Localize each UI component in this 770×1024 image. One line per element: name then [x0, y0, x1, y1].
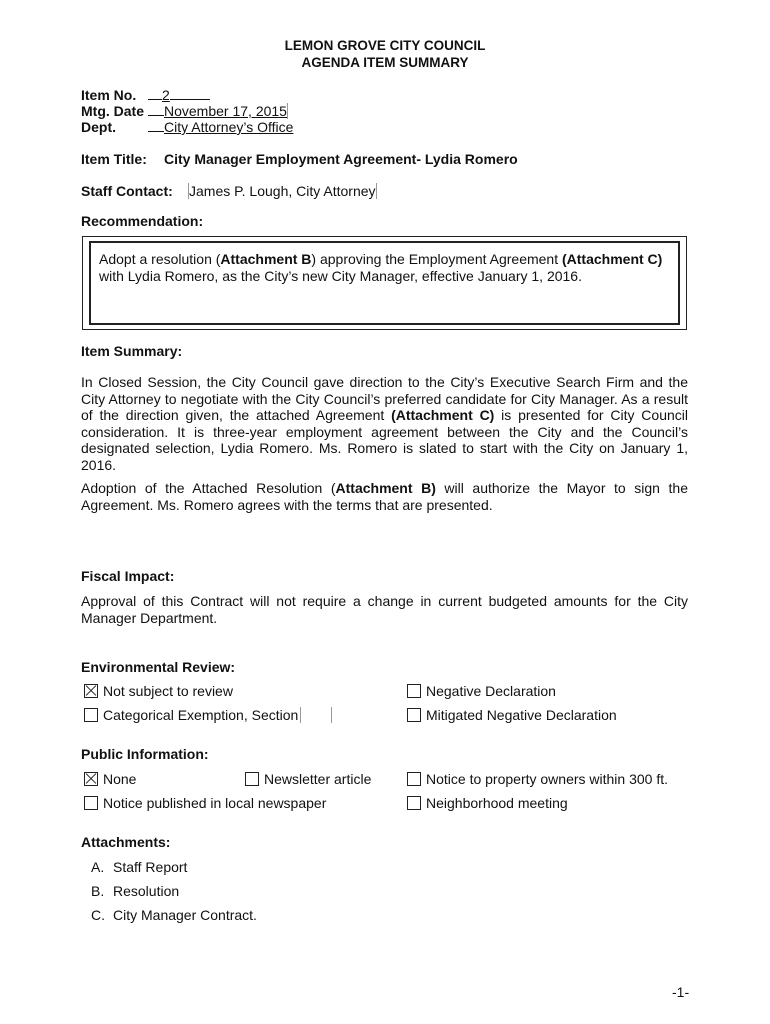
item-summary-paragraph-2 [81, 480, 688, 513]
checked-box-icon [84, 684, 98, 698]
attachment-item [91, 883, 179, 899]
empty-box-icon [245, 772, 259, 786]
summary-attachment-c: (Attachment C) [391, 407, 495, 423]
rec-text-part: ) approving the Employment Agreement [311, 251, 562, 267]
summary-text: will authorize the Mayor to sign the Agreement. Ms. Romero agrees with the terms that are presented. [81, 480, 688, 513]
checkbox-label: Categorical Exemption, Section [103, 707, 299, 723]
item-title-label: Item Title: [81, 151, 147, 167]
summary-attachment-b: Attachment B) [335, 480, 436, 496]
staff-contact-label: Staff Contact: [81, 183, 173, 199]
dept-label: Dept. [81, 119, 116, 135]
fiscal-impact-heading: Fiscal Impact: [81, 568, 175, 584]
item-no-field [148, 87, 210, 103]
checkbox-categorical-exemption[interactable] [84, 707, 332, 723]
attachment-letter: C. [91, 907, 105, 923]
checkbox-none[interactable] [84, 771, 136, 787]
empty-box-icon [407, 796, 421, 810]
checkbox-neighborhood-meeting[interactable] [407, 795, 568, 811]
public-information-heading: Public Information: [81, 746, 209, 762]
document-title: LEMON GROVE CITY COUNCIL [284, 38, 486, 53]
checked-box-icon [84, 772, 98, 786]
item-title-value: City Manager Employment Agreement- Lydia Romero [164, 151, 518, 167]
checkbox-label: Notice to property owners within 300 ft. [426, 771, 669, 787]
mtg-date-label: Mtg. Date [81, 103, 144, 119]
attachment-label: Resolution [113, 883, 180, 899]
checkbox-label: Neighborhood meeting [426, 795, 568, 811]
dept-value: City Attorney’s Office [164, 119, 294, 135]
dept-field [148, 119, 293, 135]
checkbox-label: Mitigated Negative Declaration [426, 707, 617, 723]
checkbox-mitigated-negative-declaration[interactable] [407, 707, 617, 723]
attachment-item [91, 859, 187, 875]
rec-text-part: Adopt a resolution ( [99, 251, 221, 267]
page-number: -1- [672, 984, 690, 1000]
mtg-date-value: November 17, 2015 [164, 103, 287, 119]
attachment-letter: A. [91, 859, 105, 875]
empty-box-icon [407, 708, 421, 722]
recommendation-text [99, 251, 668, 285]
recommendation-box [82, 236, 687, 330]
item-no-value: 2 [162, 87, 170, 103]
summary-text: Adoption of the Attached Resolution ( [81, 480, 336, 496]
checkbox-notice-property-owners[interactable] [407, 771, 668, 787]
attachment-item [91, 907, 257, 923]
rec-attachment-b: Attachment B [220, 251, 312, 267]
attachment-label: City Manager Contract. [113, 907, 257, 923]
empty-box-icon [407, 684, 421, 698]
summary-text: is presented for City Council consideration. It is three-year employment agreement between the City and the Council’s designated selection, Lydia Romero. Ms. Romero is slated to start with the City on January 1, 2016. [81, 407, 688, 473]
attachments-heading: Attachments: [81, 834, 171, 850]
recommendation-heading: Recommendation: [81, 213, 204, 229]
checkbox-label: None [103, 771, 137, 787]
empty-box-icon [84, 708, 98, 722]
environmental-review-heading: Environmental Review: [81, 659, 236, 675]
checkbox-label: Notice published in local newspaper [103, 795, 327, 811]
item-summary-paragraph-1 [81, 374, 688, 473]
item-no-label: Item No. [81, 87, 137, 103]
attachment-label: Staff Report [113, 859, 188, 875]
checkbox-label: Newsletter article [264, 771, 372, 787]
rec-text-line2: with Lydia Romero, as the City’s new City Manager, effective January 1, 2016. [99, 268, 582, 284]
summary-text: In Closed Session, the City Council gave direction to the City’s Executive Search Firm and the City Attorney to negotiate with the City Council’s preferred candidate for City Manager. As a result of the direction given, the attached Agreement [81, 374, 688, 423]
checkbox-negative-declaration[interactable] [407, 683, 556, 699]
mtg-date-field [148, 103, 288, 119]
attachment-letter: B. [91, 883, 105, 899]
checkbox-not-subject[interactable] [84, 683, 233, 699]
rec-attachment-c: (Attachment C) [562, 251, 663, 267]
checkbox-notice-newspaper[interactable] [84, 795, 326, 811]
item-summary-heading: Item Summary: [81, 343, 183, 359]
checkbox-label: Negative Declaration [426, 683, 556, 699]
staff-contact-field [188, 183, 377, 199]
checkbox-label: Not subject to review [103, 683, 233, 699]
staff-contact-value: James P. Lough, City Attorney [189, 183, 376, 199]
empty-box-icon [407, 772, 421, 786]
fiscal-impact-text: Approval of this Contract will not require a change in current budgeted amounts for the City Manager Department. [81, 593, 688, 626]
checkbox-newsletter[interactable] [245, 771, 371, 787]
document-subtitle: AGENDA ITEM SUMMARY [301, 55, 469, 70]
empty-box-icon [84, 796, 98, 810]
